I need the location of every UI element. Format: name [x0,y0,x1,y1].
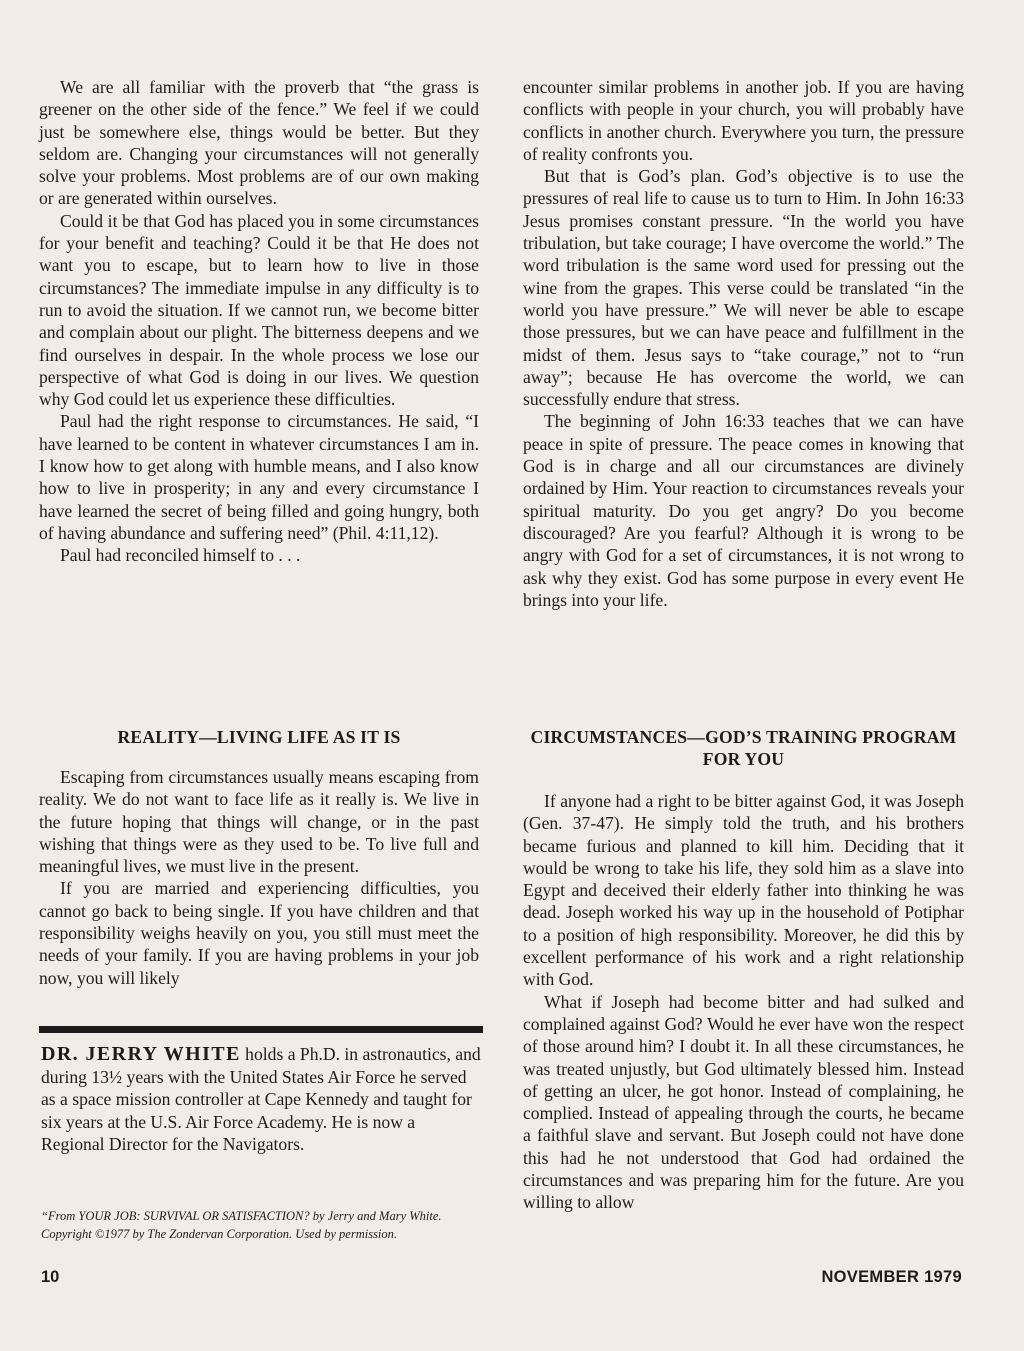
paragraph: encounter similar problems in another job. If you are having conflicts with people in your church, you will probably have conflicts in another church. Everywhere you turn, the pressure of reality confronts you. [523,77,964,164]
paragraph: What if Joseph had become bitter and had sulked and complained against God? Would he ever have won the respect of those around him? I doubt it. In all these circumstances, he was treated unjustly, but God ultimately blessed him. Instead of getting an ulcer, he got honor. Instead of complaining, he complied. Instead of appealing through the courts, he became a faithful slave and servant. But Joseph could not have done this had he not understood that God had ordained the circumstances and was preparing him for the future. Are you willing to allow [523,991,964,1213]
paragraph: Escaping from circumstances usually means escaping from reality. We do not want to face life as it really is. We live in the future hoping that things will change, or in the past wishing that things were as they used to be. To live full and meaningful lives, we must live in the present. [39,767,479,877]
paragraph: Paul had the right response to circumstances. He said, “I have learned to be content in whatever circumstances I am in. I know how to get along with humble means, and I also know how to live in prosperity; in any and every circumstance I have learned the secret of being filled and going hungry, both of having abundance and suffering need” (Phil. 4:11,12). [39,411,479,543]
divider-rule [39,1026,483,1033]
paragraph: But that is God’s plan. God’s objective is to use the pressures of real life to cause us to turn to Him. In John 16:33 Jesus promises constant pressure. “In the world you have tribulation, but take courage; I have overcome the world.” The word tribulation is the same word used for pressing out the wine from the grapes. This verse could be translated “in the world you have pressure.” We will never be able to escape those pressures, but we can have peace and fulfillment in the midst of them. Jesus says to “take courage,” not to “run away”; because He has overcome the world, we can successfully endure that stress. [523,166,964,410]
paragraph: We are all familiar with the proverb that “the grass is greener on the other side of the fence.” We feel if we could just be somewhere else, things would be better. But they seldom are. Changing your circumstances will not generally solve your problems. Most problems are of our own making or are generated within ourselves. [39,77,479,209]
column-top-right [523,76,964,611]
author-bio-text: holds a Ph.D. in astronautics, and during 13½ years with the United States Air Force he served as a space mission controller at Cape Kennedy and taught for six years at the U.S. Air Force Academy. He is now a Regional Director for the Navigators. [41,1044,481,1154]
column-bottom-right [523,790,964,1214]
column-top-left [39,76,479,567]
column-bottom-left [39,766,479,989]
source-credit: “From YOUR JOB: SURVIVAL OR SATISFACTION? by Jerry and Mary White. Copyright ©1977 by The Zondervan Corporation. Used by permission. [41,1209,442,1241]
paragraph: Paul had reconciled himself to . . . [60,545,301,566]
section-heading-reality: REALITY—LIVING LIFE AS IT IS [117,727,401,747]
author-name: DR. JERRY WHITE [41,1043,241,1065]
author-bio [41,1043,483,1156]
section-heading-circumstances: CIRCUMSTANCES—GOD’S TRAINING PROGRAM FOR YOU [530,727,957,770]
paragraph: If you are married and experiencing difficulties, you cannot go back to being single. If you have children and that responsibility weighs heavily on you, you still must meet the needs of your family. If you are having problems in your job now, you will likely [39,878,479,988]
page-number: 10 [41,1268,60,1286]
issue-date: NOVEMBER 1979 [821,1268,962,1286]
paragraph: If anyone had a right to be bitter against God, it was Joseph (Gen. 37-47). He simply told the truth, and his brothers became furious and planned to kill him. Deciding that it would be wrong to take his life, they sold him as a slave into Egypt and deceived their elderly father into thinking he was dead. Joseph worked his way up in the household of Potiphar to a position of high responsibility. Moreover, he did this by excellent performance of his work and a right relationship with God. [523,791,964,990]
paragraph: Could it be that God has placed you in some circumstances for your benefit and teaching? Could it be that He does not want you to escape, but to learn how to live in those circumstances? The immediate impulse in any difficulty is to run to avoid the situation. If we cannot run, we become bitter and complain about our plight. The bitterness deepens and we find ourselves in despair. In the whole process we lose our perspective of what God is doing in our lives. We question why God could let us experience these difficulties. [39,210,479,410]
paragraph: The beginning of John 16:33 teaches that we can have peace in spite of pressure. The peace comes in knowing that God is in charge and all our circumstances are divinely ordained by Him. Your reaction to circumstances reveals your spiritual maturity. Do you get angry? Do you become discouraged? Are you fearful? Although it is wrong to be angry with God for a set of circumstances, it is not wrong to ask why they exist. God has some purpose in every event He brings into your life. [523,411,964,610]
